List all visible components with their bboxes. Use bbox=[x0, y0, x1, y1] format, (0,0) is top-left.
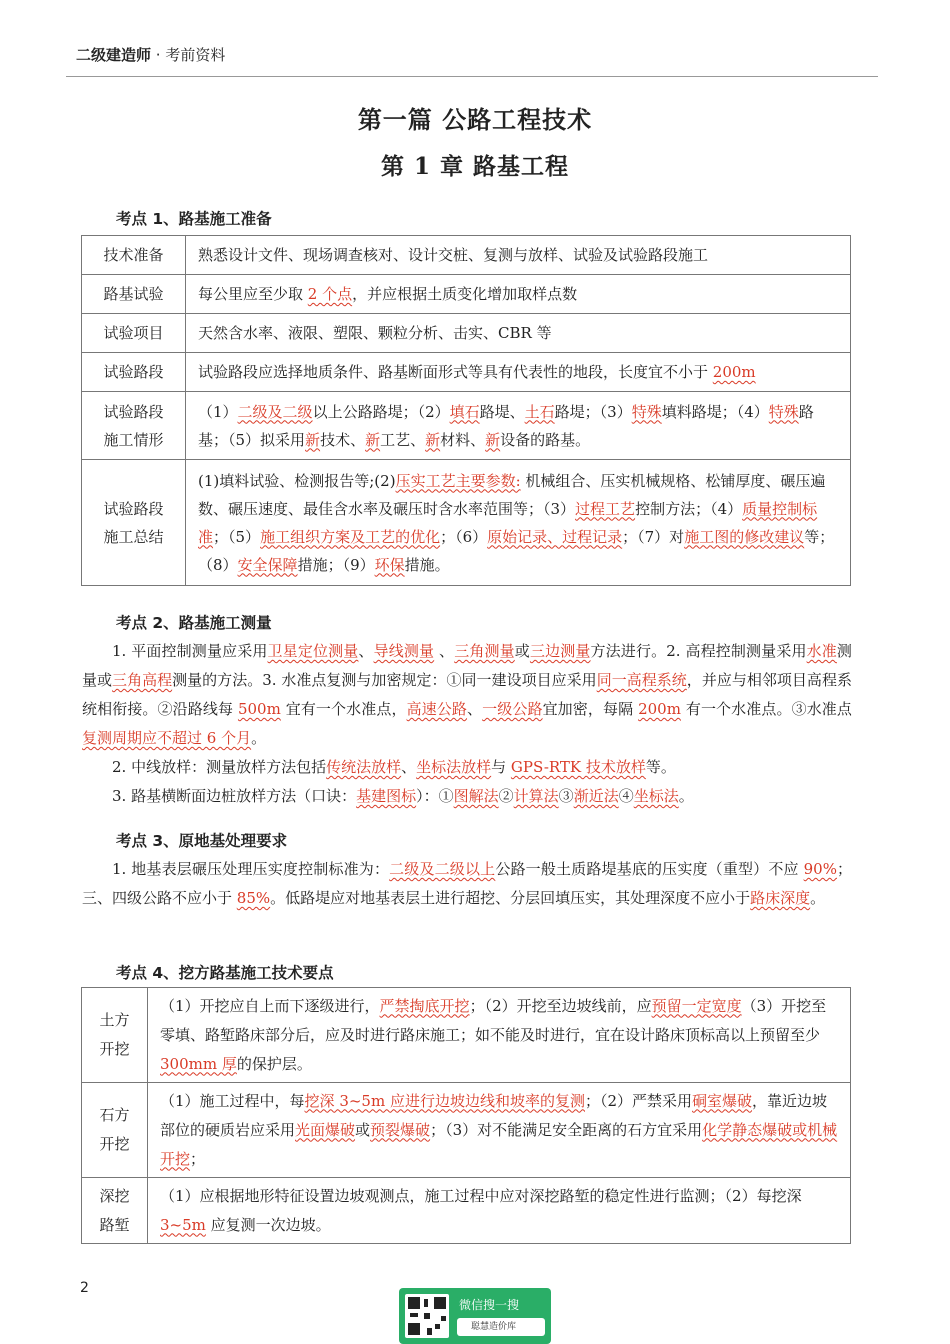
row-key: 路基试验 bbox=[82, 275, 186, 314]
section-heading-1: 考点 1、路基施工准备 bbox=[116, 210, 272, 228]
row-key: 土方 开挖 bbox=[82, 988, 148, 1083]
wechat-search-banner[interactable] bbox=[399, 1288, 551, 1344]
row-key: 深挖 路堑 bbox=[82, 1178, 148, 1244]
row-value: 每公里应至少取 2 个点，并应根据土质变化增加取样点数 bbox=[186, 275, 851, 314]
section-heading-2: 考点 2、路基施工测量 bbox=[116, 614, 272, 632]
centerline-paragraph: 2. 中线放样：测量放样方法包括传统法放样、坐标法放样与 GPS-RTK 技术放样等。 bbox=[112, 758, 676, 776]
search-query: 聪慧造价库 bbox=[471, 1322, 517, 1332]
page-number: 2 bbox=[80, 1280, 89, 1296]
search-box[interactable] bbox=[457, 1318, 545, 1336]
row-value: （1）施工过程中，每挖深 3~5m 应进行边坡边线和坡率的复测；（2）严禁采用硐室爆破，靠近边坡部位的硬质岩应采用光面爆破或预裂爆破；（3）对不能满足安全距离的石方宜采用化学静态爆破或机械开挖； bbox=[148, 1083, 851, 1178]
row-key: 技术准备 bbox=[82, 236, 186, 275]
row-value: 试验路段应选择地质条件、路基断面形式等具有代表性的地段，长度宜不小于 200m bbox=[186, 353, 851, 392]
table-row bbox=[82, 314, 851, 353]
row-value: （1）开挖应自上而下逐级进行，严禁掏底开挖；（2）开挖至边坡线前，应预留一定宽度（3）开挖至零填、路堑路床部分后，应及时进行路床施工；如不能及时进行，宜在设计路床顶标高以上预留至少 300mm 厚的保护层。 bbox=[148, 988, 851, 1083]
row-value: 熟悉设计文件、现场调查核对、设计交桩、复测与放样、试验及试验路段施工 bbox=[186, 236, 851, 275]
table-row bbox=[82, 460, 851, 586]
qr-code-icon bbox=[405, 1294, 449, 1338]
table-row bbox=[82, 275, 851, 314]
table-excavation bbox=[81, 987, 851, 1244]
row-value: （1）应根据地形特征设置边坡观测点，施工过程中应对深挖路堑的稳定性进行监测；（2）每挖深 3~5m 应复测一次边坡。 bbox=[148, 1178, 851, 1244]
edge-stake-paragraph: 3. 路基横断面边桩放样方法（口诀：基建图标）：①图解法②计算法③渐近法④坐标法。 bbox=[112, 787, 694, 805]
chapter-title: 第 1 章 路基工程 bbox=[380, 153, 570, 180]
header-dot: · bbox=[155, 46, 161, 64]
table-row bbox=[82, 1083, 851, 1178]
wechat-search-label: 微信搜一搜 bbox=[459, 1298, 520, 1312]
row-key: 试验路段 施工情形 bbox=[82, 392, 186, 460]
row-key: 石方 开挖 bbox=[82, 1083, 148, 1178]
page-header bbox=[76, 44, 225, 65]
part-title: 第一篇 公路工程技术 bbox=[357, 105, 593, 134]
table-row bbox=[82, 1178, 851, 1244]
header-brand: 二级建造师 bbox=[76, 46, 152, 64]
survey-paragraph: 1. 平面控制测量应采用卫星定位测量、导线测量 、三角测量或三边测量方法进行。2. 高程控制测量采用水准测量或三角高程测量的方法。3. 水准点复测与加密规定：①同一建设项目应采用同一高程系统，并应与相邻项目高程系统相衔接。②沿路线每 500m 宜有一个水准点，高速公路、一级公路宜加密，每隔 200m 有一个水准点。③水准点复测周期应不超过 6 个月。 2. 中线放样：测量放样方法包括传统法放样、坐标法放样与 GPS-RTK 技术放样等。 3. 路基横断面边桩放样方法（口诀：基建图标）：①图解法②计算法③渐近法④坐标法。 bbox=[82, 637, 852, 811]
section-heading-4: 考点 4、挖方路基施工技术要点 bbox=[116, 964, 334, 982]
header-rule bbox=[66, 76, 878, 77]
row-key: 试验路段 施工总结 bbox=[82, 460, 186, 586]
table-row bbox=[82, 353, 851, 392]
row-value: 天然含水率、液限、塑限、颗粒分析、击实、CBR 等 bbox=[186, 314, 851, 353]
row-key: 试验项目 bbox=[82, 314, 186, 353]
table-row bbox=[82, 392, 851, 460]
section-heading-3: 考点 3、原地基处理要求 bbox=[116, 832, 288, 850]
table-row bbox=[82, 236, 851, 275]
row-key: 试验路段 bbox=[82, 353, 186, 392]
table-row bbox=[82, 988, 851, 1083]
row-value: (1)填料试验、检测报告等;(2)压实工艺主要参数: 机械组合、压实机械规格、松铺厚度、碾压遍数、碾压速度、最佳含水率及碾压时含水率范围等；（3）过程工艺控制方法；（4）质量控制标准；（5）施工组织方案及工艺的优化；（6）原始记录、过程记录；（7）对施工图的修改建议等；（8）安全保障措施；（9）环保措施。 bbox=[186, 460, 851, 586]
header-subtitle: 考前资料 bbox=[165, 46, 226, 64]
foundation-paragraph: 1. 地基表层碾压处理压实度控制标准为：二级及二级以上公路一般土质路堤基底的压实度（重型）不应 90%；三、四级公路不应小于 85%。低路堤应对地基表层土进行超挖、分层回填压实，其处理深度不应小于路床深度。 bbox=[82, 860, 852, 907]
table-prep bbox=[81, 235, 851, 586]
row-value: （1）二级及二级以上公路路堤；（2）填石路堤、土石路堤；（3）特殊填料路堤；（4）特殊路基；（5）拟采用新技术、新工艺、新材料、新设备的路基。 bbox=[186, 392, 851, 460]
